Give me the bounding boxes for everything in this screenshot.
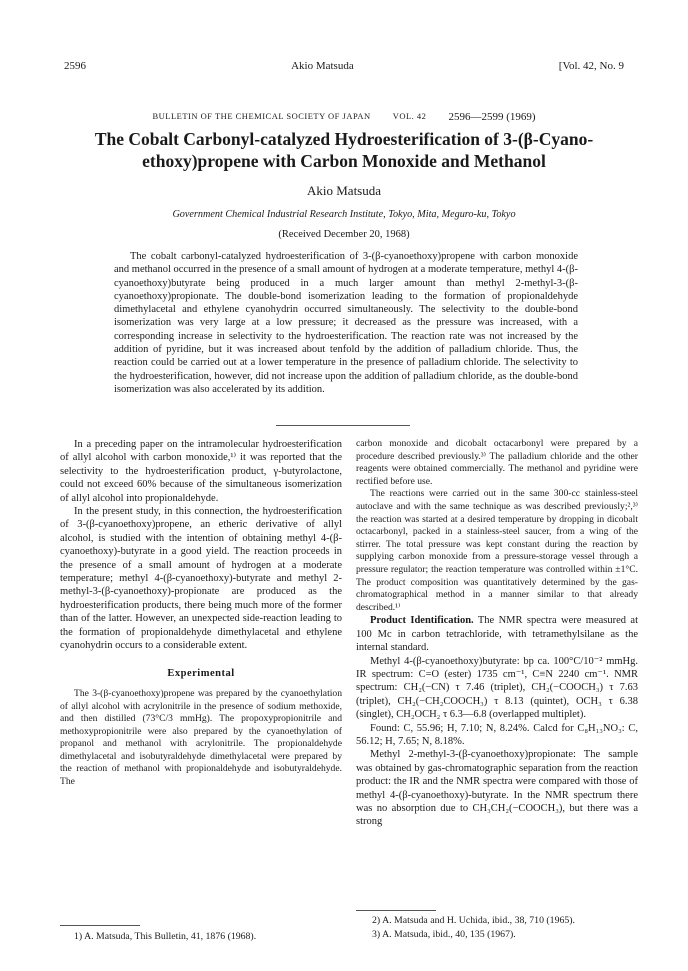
footnote-2: 2) A. Matsuda and H. Uchida, ibid., 38, 710 (1965). <box>372 915 575 926</box>
journal-pages-year: 2596—2599 (1969) <box>448 111 536 123</box>
author-affiliation: Government Chemical Industrial Research Institute, Tokyo, Mita, Meguro-ku, Tokyo <box>172 209 516 220</box>
elemental-analysis-paragraph: Found: C, 55.96; H, 7.10; N, 8.24%. Calcd for C₈H₁₃NO₃: C, 56.12; H, 7.65; N, 8.18%. <box>356 722 638 747</box>
abstract-separator <box>276 425 410 426</box>
section-heading-experimental: Experimental <box>167 667 235 679</box>
product-identification-heading: Product Identification. <box>370 615 474 627</box>
journal-citation-line <box>64 111 624 123</box>
butyrate-data-paragraph: Methyl 4-(β-cyanoethoxy)butyrate: bp ca. 100°C/10⁻² mmHg. IR spectrum: C=O (ester) 1735 cm⁻¹, C≡N 2240 cm⁻¹. NMR spectrum: CH₂(−CN) τ 7.46 (triplet), CH₂(−COOCH₃) τ 7.63 (triplet), CH₂(−CH₂COOCH₃) τ 8.13 (quintet), OCH₃ τ 6.38 (singlet), CH₂OCH₂ τ 6.3—6.8 (overlapped multiplet). <box>356 655 638 721</box>
journal-name: BULLETIN OF THE CHEMICAL SOCIETY OF JAPAN <box>152 111 371 121</box>
product-identification-text: The NMR spectra were measured at 100 Mc in carbon tetrachloride, with tetramethylsilane as the internal standard. <box>356 615 638 654</box>
article-title <box>60 128 628 172</box>
intro-paragraph-2: In the present study, in this connection, the hydroesterification of 3-(β-cyanoethoxy)propene, an etheric derivative of allyl alcohol, is studied with the intention of obtaining methyl 4-(β-cyanoethoxy)-butyrate in a good yield. The reaction proceeds in the presence of a small amount of hydrogen at a moderate temperature; methyl 4-(β-cyanoethoxy)-butyrate and methyl 2-methyl-3-(β-cyanoethoxy)-propionate are produced as the hydroesterification products, there being much more of the former than of the latter. However, an unexpected side-reaction leading to the formation of propionaldehyde dimethylacetal and ethylene cyanohydrin occurs to a considerable extent. <box>60 506 342 652</box>
right-column <box>356 438 638 829</box>
page-number: 2596 <box>64 60 86 72</box>
materials-paragraph: carbon monoxide and dicobalt octacarbonyl were prepared by a procedure described previously.³⁾ The palladium chloride and the other reagents were obtained commercially. The methanol and pyridine were rectified before use. <box>356 438 638 487</box>
propionate-paragraph: Methyl 2-methyl-3-(β-cyanoethoxy)propionate: The sample was obtained by gas-chromatographic separation from the reaction product: the IR and the NMR spectra were compared with those of methyl 4-(β-cyanoethoxy)-butyrate. In the NMR spectrum there was no absorption due to CH₃CH₂(−COOCH₃), but there was a strong <box>356 749 638 828</box>
footnote-rule-right <box>356 910 436 911</box>
running-author: Akio Matsuda <box>291 60 354 72</box>
left-column <box>60 438 342 789</box>
journal-volume: VOL. 42 <box>392 111 427 121</box>
running-head <box>64 60 624 74</box>
volume-issue: [Vol. 42, No. 9 <box>558 60 624 72</box>
product-identification-paragraph <box>356 614 638 654</box>
abstract <box>114 250 578 396</box>
footnote-rule-left <box>60 925 140 926</box>
footnote-1: 1) A. Matsuda, This Bulletin, 41, 1876 (1968). <box>74 931 257 942</box>
title-line-2: ethoxy)propene with Carbon Monoxide and Methanol <box>142 151 546 171</box>
procedure-paragraph: The reactions were carried out in the same 300-cc stainless-steel autoclave and with the same technique as was described previously;²,³⁾ the reaction was started at a desired temperature by dropping in dicobalt octacarbonyl, packed in a stainless-steel saucer, from a wing of the stirrer. The total pressure was kept constant during the reaction by supplying carbon monoxide from a pressure-storage vessel through a pressure regulator; the reaction temperature was controlled within ±1°C. The product composition was quantitatively determined by the gas-chromatographical method in a manner similar to that already described.¹⁾ <box>356 488 638 613</box>
title-line-1: The Cobalt Carbonyl-catalyzed Hydroesterification of 3-(β-Cyano- <box>94 129 594 149</box>
abstract-text: The cobalt carbonyl-catalyzed hydroesterification of 3-(β-cyanoethoxy)propene with carbon monoxide and methanol occurred in the presence of a small amount of hydrogen at a moderate temperature, methyl 4-(β-cyanoethoxy)butyrate being produced in a much larger amount than methyl 2-methyl-3-(β-cyanoethoxy)propionate. The double-bond isomerization leading to the formation of propionaldehyde dimethylacetal and ethylene cyanohydrin occurred simultaneously. The selectivity to the double-bond isomerization was very large at a low pressure; it decreased as the pressure was increased, with a corresponding increase in selectivity to the hydroesterification. The reaction rate was not increased by the addition of pyridine, but it was increased about tenfold by the addition of palladium chloride. Thus, the reaction could be carried out at a lower temperature in the presence of palladium chloride. The selectivity to the hydroesterification, however, did not increase upon the addition of palladium chloride, as the double-bond isomerization was also accelerated by its addition. <box>114 251 578 395</box>
footnote-3: 3) A. Matsuda, ibid., 40, 135 (1967). <box>372 929 516 940</box>
article-author: Akio Matsuda <box>306 183 382 198</box>
intro-paragraph-1: In a preceding paper on the intramolecular hydroesterification of allyl alcohol with carbon monoxide,¹⁾ it was reported that the selectivity to the hydroesterification product, γ-butyrolactone, could not exceed 60% because of the simultaneous isomerization of allyl alcohol into propionaldehyde. <box>60 439 342 504</box>
experimental-paragraph-1: The 3-(β-cyanoethoxy)propene was prepared by the cyanoethylation of allyl alcohol with acrylonitrile in the presence of sodium methoxide, and then distilled (73°C/3 mmHg). The propoxypropionitrile and methoxypropionitrile were also prepared by the cyanoethylation of propanol and methanol with acrylonitrile. The propionaldehyde dimethylacetal and isobutyraldehyde dimethylacetal were prepared by the reaction of methanol with propionaldehyde and isobutyraldehyde. The <box>60 687 342 788</box>
received-date: (Received December 20, 1968) <box>278 229 410 240</box>
